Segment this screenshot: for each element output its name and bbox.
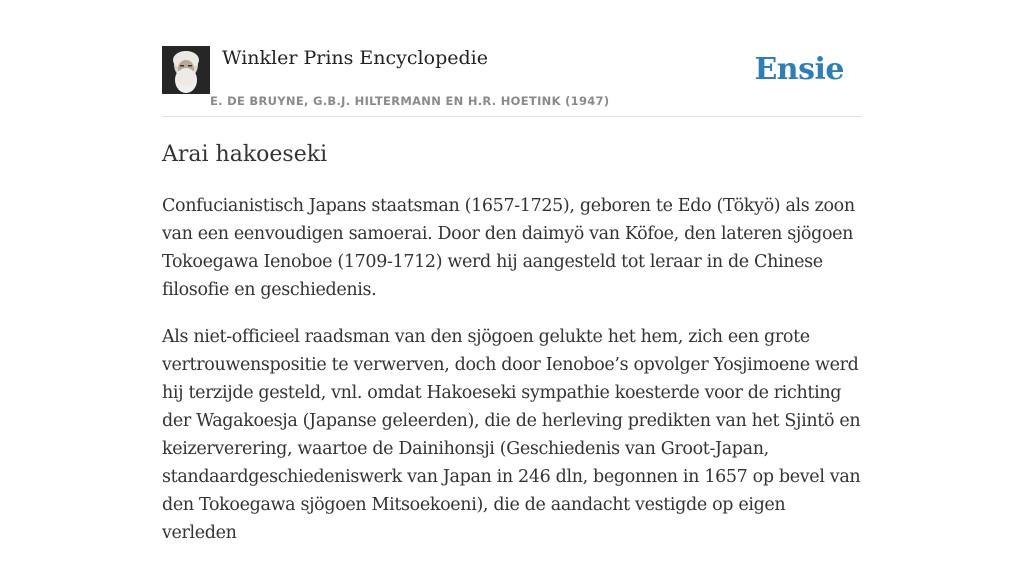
publication-authors: E. DE BRUYNE, G.B.J. HILTERMANN EN H.R. HOETINK (1947) <box>210 94 610 108</box>
article-paragraph: Als niet-officieel raadsman van den sjögoen gelukte het hem, zich een grote vertrouwenspositie te verwerven, doch door Ienoboe’s opvolger Yosjimoene werd hij terzijde gesteld, vnl. omdat Hakoeseki sympathie koesterde voor de richting der Wagakoesja (Japanse geleerden), die de herleving predikten van het Sjintö en keizerverering, waartoe de Dainihonsji (Geschiedenis van Groot-Japan, standaardgeschiedeniswerk van Japan in 246 dln, begonnen in 1657 op bevel van den Tokoegawa sjögoen Mitsoekoeni), die de aandacht vestigde op eigen verleden <box>162 327 861 543</box>
publication-header <box>162 46 862 117</box>
article-body <box>162 192 862 566</box>
article-title: Arai hakoeseki <box>162 142 328 167</box>
publication-title[interactable]: Winkler Prins Encyclopedie <box>222 47 488 69</box>
article-paragraph: Confucianistisch Japans staatsman (1657-1725), geboren te Edo (Tökyö) als zoon van een eenvoudigen samoerai. Door den daimyö van Köfoe, den lateren sjögoen Tokoegawa Ienoboe (1709-1712) werd hij aangesteld tot leraar in de Chinese filosofie en geschiedenis. <box>162 196 855 300</box>
author-portrait-icon <box>162 46 210 94</box>
author-avatar[interactable] <box>162 46 210 94</box>
ensie-logo-link[interactable]: Ensie <box>754 52 844 87</box>
